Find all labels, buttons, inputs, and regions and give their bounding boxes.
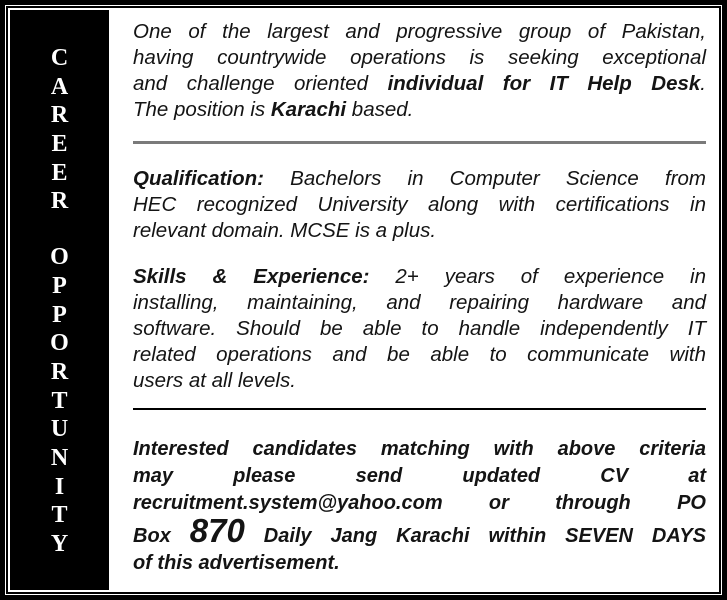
text-segment: and challenge oriented xyxy=(133,72,388,95)
section-divider-black xyxy=(133,408,706,410)
text-line xyxy=(133,218,706,244)
sidebar-letter: T xyxy=(51,387,68,414)
text-segment: Daily Jang Karachi within SEVEN DAYS xyxy=(244,525,706,547)
sidebar-letter: P xyxy=(52,301,67,328)
sidebar-letter: O xyxy=(50,330,69,357)
text-line xyxy=(133,71,706,97)
text-line xyxy=(133,290,706,316)
sidebar-letter: C xyxy=(50,45,69,71)
text-segment: recruitment.system@yahoo.com or through PO xyxy=(133,492,706,514)
intro-paragraph xyxy=(133,19,706,123)
section-divider-gray xyxy=(133,141,706,144)
sidebar-letter: R xyxy=(50,188,69,215)
text-segment: may please send updated CV at xyxy=(133,465,706,487)
sidebar-word-career xyxy=(51,44,68,216)
text-segment: of this advertisement. xyxy=(133,552,340,574)
text-line xyxy=(133,368,706,394)
sidebar-letter: E xyxy=(51,159,68,186)
sidebar-letter: T xyxy=(51,502,68,529)
text-segment: Karachi xyxy=(270,98,347,121)
text-line xyxy=(133,550,706,577)
text-segment: having countrywide operations is seeking exceptional xyxy=(133,46,706,69)
text-segment: 2+ years of experience in xyxy=(369,265,706,288)
text-line xyxy=(133,192,706,218)
text-line xyxy=(133,45,706,71)
text-segment: relevant domain. MCSE is a plus. xyxy=(133,219,437,242)
sidebar-letter: U xyxy=(50,416,69,443)
text-line xyxy=(133,97,706,123)
application-paragraph xyxy=(133,436,706,577)
text-segment: based. xyxy=(346,98,414,121)
text-segment: Bachelors in Computer Science from xyxy=(263,167,706,190)
text-segment: Box xyxy=(133,525,190,547)
ad-inner-frame xyxy=(6,6,721,594)
career-opportunity-sidebar xyxy=(10,10,109,590)
text-segment: users at all levels. xyxy=(133,369,296,392)
text-segment: 870 xyxy=(189,512,245,549)
text-segment: The position is xyxy=(133,98,271,121)
sidebar-letter: O xyxy=(50,244,69,271)
qualification-paragraph xyxy=(133,166,706,244)
text-line xyxy=(133,342,706,368)
sidebar-letter: R xyxy=(50,358,69,385)
text-line xyxy=(133,316,706,342)
text-segment: One of the largest and progressive group of Pakistan, xyxy=(133,20,706,43)
text-segment: HEC recognized University along with certifications in xyxy=(133,193,706,216)
text-segment: software. Should be able to handle independently IT xyxy=(133,317,706,340)
text-segment: related operations and be able to communicate with xyxy=(133,343,706,366)
text-line xyxy=(133,463,706,490)
text-segment: Interested candidates matching with above criteria xyxy=(133,438,706,460)
sidebar-letter: P xyxy=(52,272,67,299)
skills-paragraph xyxy=(133,264,706,394)
ad-body xyxy=(109,8,719,592)
text-line xyxy=(133,166,706,192)
sidebar-letter: Y xyxy=(50,531,69,557)
text-segment: Qualification: xyxy=(133,167,264,190)
sidebar-letter: N xyxy=(50,444,69,471)
text-segment: . xyxy=(700,72,706,95)
sidebar-letter: E xyxy=(51,131,68,158)
sidebar-letter: I xyxy=(54,473,65,500)
text-segment: installing, maintaining, and repairing hardware and xyxy=(133,291,706,314)
sidebar-word-opportunity xyxy=(50,243,69,559)
text-segment: Skills & Experience: xyxy=(133,265,370,288)
text-line xyxy=(133,264,706,290)
text-segment: individual for IT Help Desk xyxy=(387,72,701,95)
text-line xyxy=(133,19,706,45)
sidebar-letter: R xyxy=(50,102,69,129)
text-line xyxy=(133,512,706,550)
sidebar-letter: A xyxy=(50,73,69,100)
text-line xyxy=(133,436,706,463)
